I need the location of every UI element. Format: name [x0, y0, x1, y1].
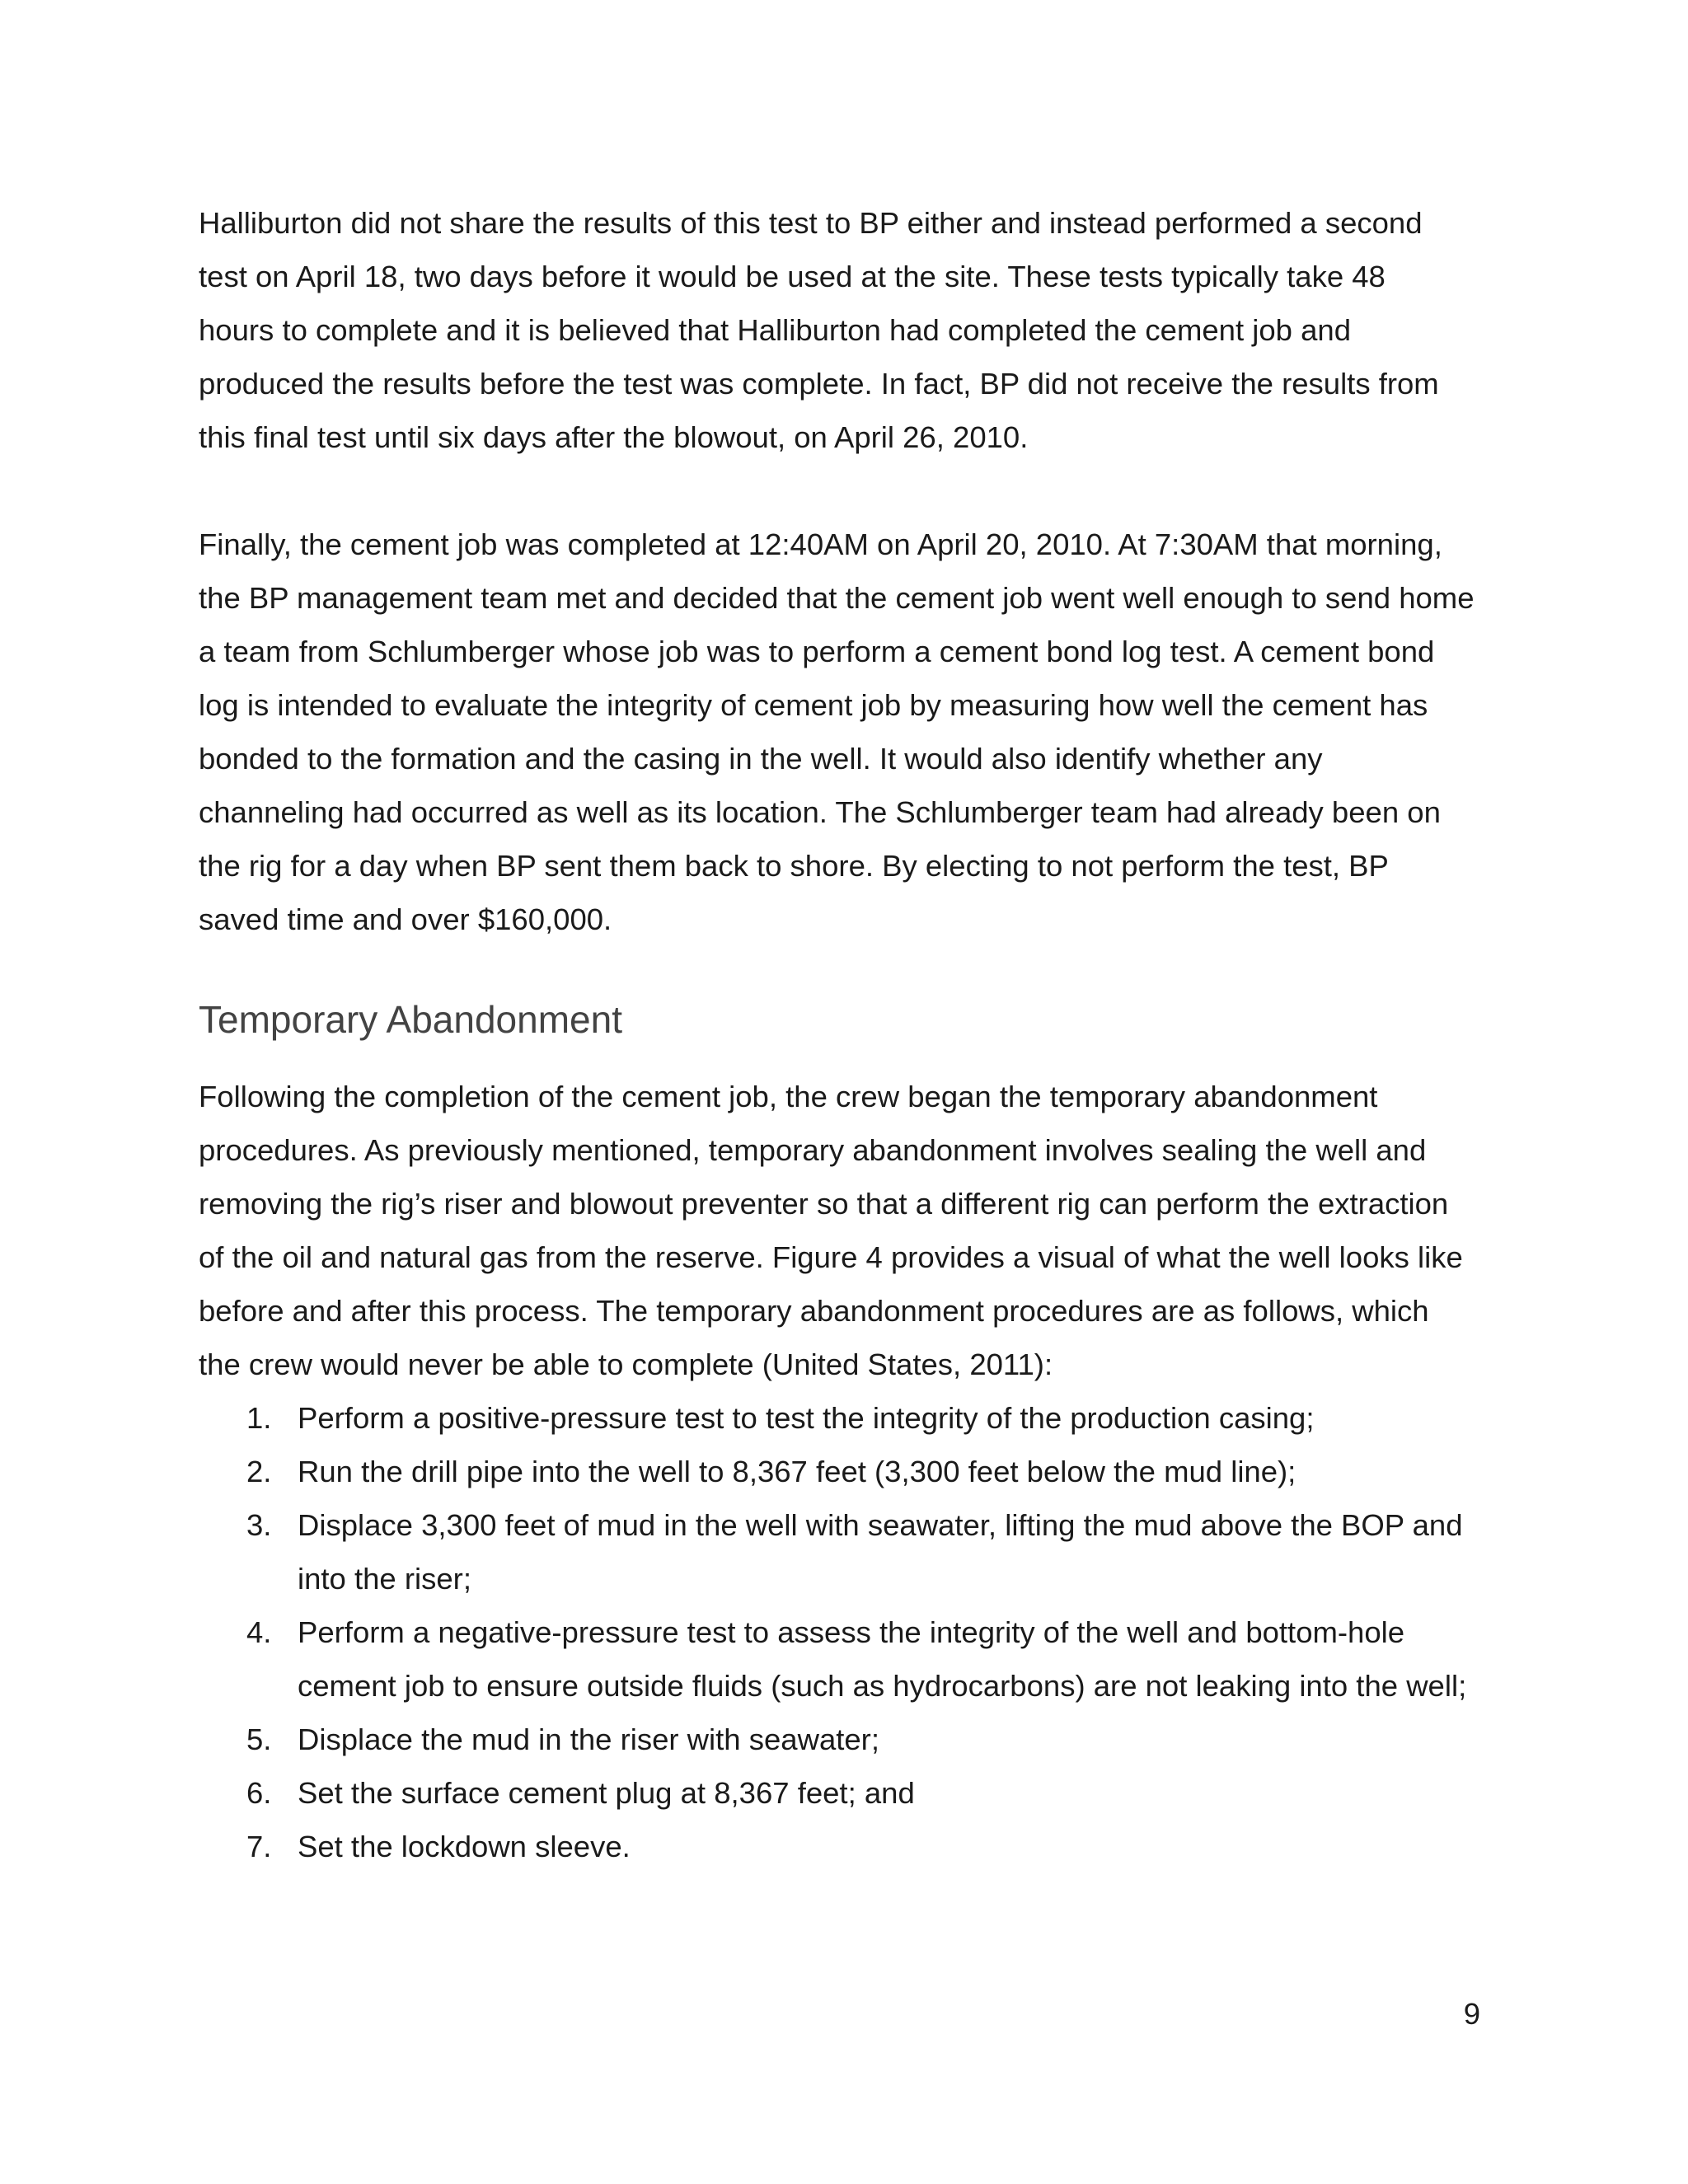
list-item [199, 1391, 1501, 1445]
list-item [199, 1820, 1501, 1873]
procedure-list [199, 1391, 1501, 1873]
list-item-text: Set the lockdown sleeve. [298, 1830, 631, 1863]
list-item-text: Displace 3,300 feet of mud in the well with seawater, lifting the mud above the BOP and into the riser; [298, 1508, 1463, 1596]
list-item [199, 1766, 1501, 1820]
paragraph-section-intro: Following the completion of the cement job, the crew began the temporary abandonment procedures. As previously mentioned, temporary abandonment involves sealing the well and removing the rig’s riser and blowout preventer so that a different rig can perform the extraction of the oil and natural gas from the reserve. Figure 4 provides a visual of what the well looks like before and after this process. The temporary abandonment procedures are as follows, which the crew would never be able to complete (United States, 2011): [199, 1080, 1463, 1381]
paragraph-halliburton-test: Halliburton did not share the results of this test to BP either and instead performed a second test on April 18, two days before it would be used at the site. These tests typically take 48 hours to complete and it is believed that Halliburton had completed the cement job and produced the results before the test was complete. In fact, BP did not receive the results from this final test until six days after the blowout, on April 26, 2010. [199, 206, 1439, 454]
list-item-number: 1. [246, 1401, 272, 1435]
list-item-number: 2. [246, 1455, 272, 1488]
section-heading: Temporary Abandonment [199, 998, 622, 1041]
list-item [199, 1605, 1501, 1713]
list-item-number: 5. [246, 1722, 272, 1756]
list-item-number: 3. [246, 1508, 272, 1542]
list-item-text: Perform a positive-pressure test to test the integrity of the production casing; [298, 1401, 1315, 1435]
list-item-text: Run the drill pipe into the well to 8,367 feet (3,300 feet below the mud line); [298, 1455, 1296, 1488]
list-item-number: 4. [246, 1615, 272, 1649]
list-item [199, 1498, 1501, 1605]
section-body [199, 1070, 1501, 1873]
page-content [199, 196, 1501, 1873]
list-item [199, 1445, 1501, 1498]
paragraph-cement-job-completed: Finally, the cement job was completed at 12:40AM on April 20, 2010. At 7:30AM that morning, the BP management team met and decided that the cement job went well enough to send home a team from Schlumberger whose job was to perform a cement bond log test. A cement bond log is intended to evaluate the integrity of cement job by measuring how well the cement has bonded to the formation and the casing in the well. It would also identify whether any channeling had occurred as well as its location. The Schlumberger team had already been on the rig for a day when BP sent them back to shore. By electing to not perform the test, BP saved time and over $160,000. [199, 527, 1475, 936]
list-item-text: Displace the mud in the riser with seawater; [298, 1722, 879, 1756]
list-item-number: 6. [246, 1776, 272, 1810]
list-item-number: 7. [246, 1830, 272, 1863]
page-number: 9 [1463, 1997, 1480, 2031]
list-item-text: Perform a negative-pressure test to assess the integrity of the well and bottom-hole cement job to ensure outside fluids (such as hydrocarbons) are not leaking into the well; [298, 1615, 1467, 1703]
list-item [199, 1713, 1501, 1766]
list-item-text: Set the surface cement plug at 8,367 feet; and [298, 1776, 915, 1810]
